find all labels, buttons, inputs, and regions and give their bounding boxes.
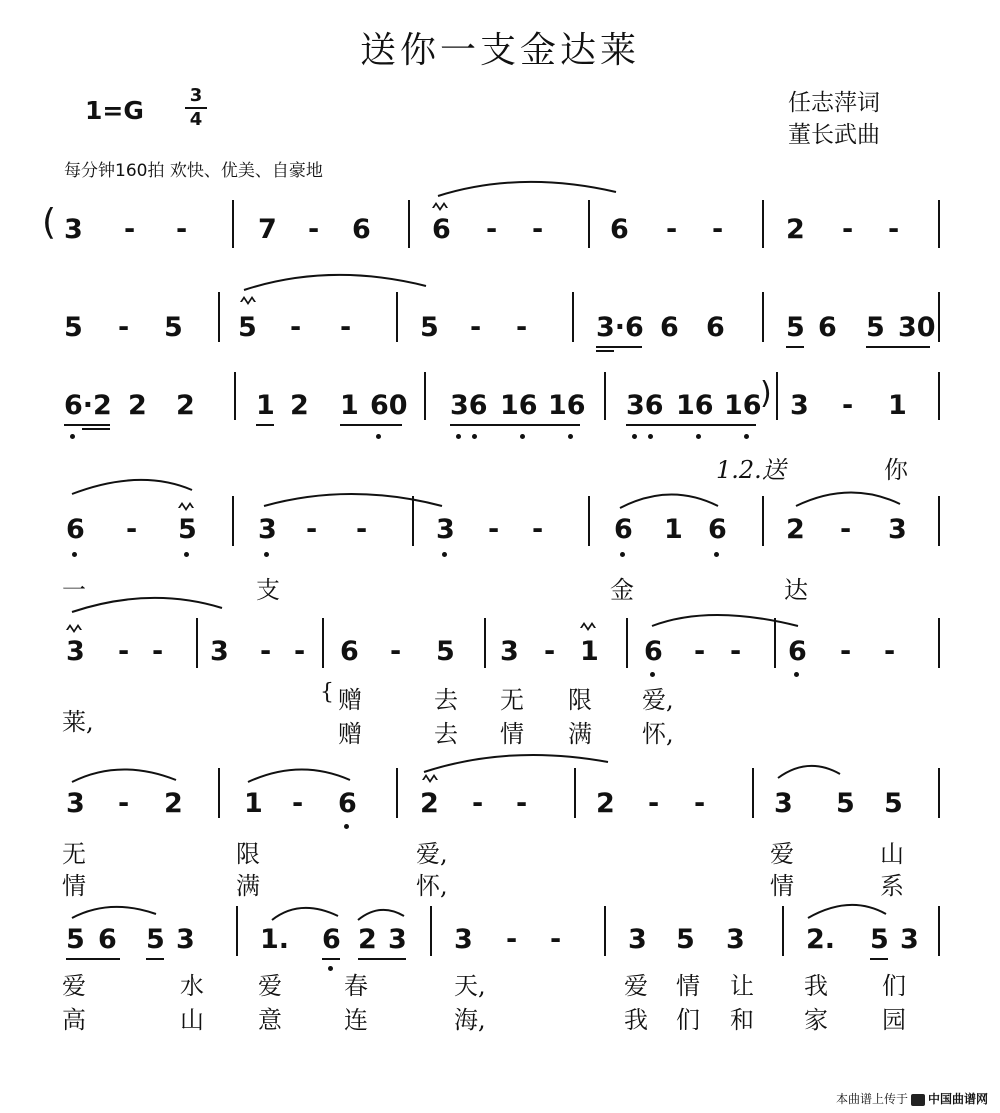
- note: 2.: [806, 924, 836, 955]
- note: 2: [290, 390, 309, 421]
- note: 2: [786, 514, 805, 545]
- note: 2: [596, 788, 615, 819]
- composer: 董长武曲: [788, 122, 880, 148]
- lyric: 限: [236, 840, 260, 868]
- note: -: [126, 514, 138, 545]
- lyric: 爱,: [642, 686, 674, 714]
- lyric: 爱: [258, 972, 282, 1000]
- note: 6: [98, 924, 117, 955]
- note: 3: [258, 514, 277, 545]
- note: 1.: [260, 924, 290, 955]
- tie-arc: [248, 769, 350, 782]
- note: 3: [774, 788, 793, 819]
- note: 16: [500, 390, 538, 421]
- tie-arc: [438, 182, 616, 196]
- note: 5: [866, 312, 885, 343]
- lyric: 家: [804, 1006, 828, 1034]
- note: 6: [610, 214, 629, 245]
- lyric: 满: [568, 720, 592, 748]
- lyric: 金: [610, 576, 634, 604]
- lyric: 情: [62, 872, 86, 900]
- note: -: [506, 924, 518, 955]
- time-sig-top: 3: [189, 85, 203, 106]
- tie-arc: [778, 766, 840, 778]
- note: -: [666, 214, 678, 245]
- tie-arc: [272, 908, 338, 920]
- note: -: [648, 788, 660, 819]
- lyric: 莱,: [62, 708, 94, 736]
- lyric: 系: [880, 872, 904, 900]
- note: 16: [676, 390, 714, 421]
- mordent-icon: [422, 774, 438, 783]
- note: 16: [724, 390, 762, 421]
- note: -: [840, 636, 852, 667]
- repeat-paren-open: (: [42, 202, 57, 243]
- note: -: [294, 636, 306, 667]
- note: 6: [340, 636, 359, 667]
- lyric: 赠: [338, 720, 362, 748]
- note: 60: [370, 390, 408, 421]
- tie-arc: [652, 615, 798, 626]
- tie-arc: [796, 492, 900, 506]
- note: 36: [626, 390, 664, 421]
- key-signature: 1=G: [85, 96, 144, 125]
- note: 3: [176, 924, 195, 955]
- lyric: 一: [62, 576, 86, 604]
- lyric: 怀,: [416, 872, 448, 900]
- note: 3: [64, 214, 83, 245]
- lyric: 我: [624, 1006, 648, 1034]
- tie-arc: [358, 910, 404, 920]
- footer-credit: [836, 1090, 988, 1107]
- note: -: [532, 514, 544, 545]
- note: 3: [628, 924, 647, 955]
- note: -: [842, 390, 854, 421]
- note: 5: [64, 312, 83, 343]
- note: 6: [788, 636, 807, 667]
- note: 3: [436, 514, 455, 545]
- lyric: 水: [180, 972, 204, 1000]
- note: 5: [884, 788, 903, 819]
- mordent-icon: [66, 624, 82, 633]
- note: -: [472, 788, 484, 819]
- lyricist: 任志萍词: [788, 90, 880, 116]
- note: -: [118, 636, 130, 667]
- tie-arc: [424, 755, 608, 772]
- note: -: [118, 788, 130, 819]
- note: 5: [238, 312, 257, 343]
- lyric: 爱: [624, 972, 648, 1000]
- lyric: 情: [770, 872, 794, 900]
- tie-arc: [72, 598, 222, 612]
- note: 3: [888, 514, 907, 545]
- lyric: 山: [180, 1006, 204, 1034]
- note: 5: [178, 514, 197, 545]
- note: 3: [726, 924, 745, 955]
- note: 2: [176, 390, 195, 421]
- note: 6: [660, 312, 679, 343]
- note: -: [840, 514, 852, 545]
- lyric: 情: [676, 972, 700, 1000]
- tie-arc: [72, 769, 176, 782]
- note: 5: [786, 312, 805, 343]
- volta-lyric: 1.2.送: [716, 456, 786, 484]
- mordent-icon: [240, 296, 256, 305]
- note: -: [486, 214, 498, 245]
- footer-text: 本曲谱上传于: [835, 1092, 908, 1106]
- note: 6: [432, 214, 451, 245]
- note: 5: [870, 924, 889, 955]
- note: 3: [66, 636, 85, 667]
- note: -: [694, 636, 706, 667]
- lyric: 山: [880, 840, 904, 868]
- note: 6: [66, 514, 85, 545]
- note: 2: [164, 788, 183, 819]
- note: 5: [164, 312, 183, 343]
- tie-arc: [808, 905, 886, 918]
- brace: {: [320, 680, 334, 705]
- note: -: [308, 214, 320, 245]
- lyric: 达: [784, 576, 808, 604]
- note: -: [306, 514, 318, 545]
- repeat-paren-close: ): [760, 376, 772, 411]
- note: 6: [708, 514, 727, 545]
- note: 5: [420, 312, 439, 343]
- lyric: 无: [500, 686, 524, 714]
- note: 3: [66, 788, 85, 819]
- lyric: 赠: [338, 686, 362, 714]
- note: 1: [340, 390, 359, 421]
- lyric: 支: [256, 576, 280, 604]
- mordent-icon: [432, 202, 448, 211]
- tie-arc: [264, 494, 442, 506]
- note: -: [550, 924, 562, 955]
- lyric: 满: [236, 872, 260, 900]
- note: -: [532, 214, 544, 245]
- note: 6: [322, 924, 341, 955]
- lyric: 让: [730, 972, 754, 1000]
- lyric: 连: [344, 1006, 368, 1034]
- note: 5: [676, 924, 695, 955]
- lyric: 限: [568, 686, 592, 714]
- note: 1: [256, 390, 275, 421]
- lyric: 园: [882, 1006, 906, 1034]
- lyric: 意: [258, 1006, 282, 1034]
- lyric: 天,: [454, 972, 486, 1000]
- note: -: [356, 514, 368, 545]
- tie-arc: [72, 480, 192, 494]
- note: -: [488, 514, 500, 545]
- note: -: [470, 312, 482, 343]
- note: 6: [644, 636, 663, 667]
- lyric: 情: [500, 720, 524, 748]
- note: -: [290, 312, 302, 343]
- note: 6: [818, 312, 837, 343]
- note: -: [390, 636, 402, 667]
- note: -: [884, 636, 896, 667]
- lyric: 爱,: [416, 840, 448, 868]
- note: -: [544, 636, 556, 667]
- note: 2: [128, 390, 147, 421]
- note: 3: [500, 636, 519, 667]
- note: 6: [338, 788, 357, 819]
- lyric: 你: [884, 456, 908, 484]
- tie-arc: [72, 907, 156, 918]
- note: -: [292, 788, 304, 819]
- note: 6: [352, 214, 371, 245]
- lyric: 去: [434, 686, 458, 714]
- note: 2: [358, 924, 377, 955]
- note: 30: [898, 312, 936, 343]
- note: 6·2: [64, 390, 112, 421]
- lyric: 春: [344, 972, 368, 1000]
- note: -: [124, 214, 136, 245]
- note: 3·6: [596, 312, 644, 343]
- mordent-icon: [178, 502, 194, 511]
- lyric: 怀,: [642, 720, 674, 748]
- note: -: [260, 636, 272, 667]
- time-sig-bottom: 4: [189, 109, 203, 130]
- note: 2: [420, 788, 439, 819]
- tie-arc: [620, 494, 718, 508]
- note: 2: [786, 214, 805, 245]
- note: 3: [900, 924, 919, 955]
- note: 3: [210, 636, 229, 667]
- note: -: [712, 214, 724, 245]
- note: -: [730, 636, 742, 667]
- note: -: [842, 214, 854, 245]
- note: 1: [580, 636, 599, 667]
- note: -: [516, 312, 528, 343]
- note: 36: [450, 390, 488, 421]
- note: -: [152, 636, 164, 667]
- lyric: 爱: [770, 840, 794, 868]
- note: 6: [614, 514, 633, 545]
- lyric: 无: [62, 840, 86, 868]
- lyric: 和: [730, 1006, 754, 1034]
- note: 16: [548, 390, 586, 421]
- note: -: [694, 788, 706, 819]
- note: 5: [146, 924, 165, 955]
- mordent-icon: [580, 622, 596, 631]
- footer-site: 中国曲谱网: [927, 1092, 988, 1106]
- lyric: 们: [882, 972, 906, 1000]
- note: 1: [888, 390, 907, 421]
- note: 3: [388, 924, 407, 955]
- note: -: [340, 312, 352, 343]
- note: 5: [66, 924, 85, 955]
- tempo-marking: 每分钟160拍 欢快、优美、自豪地: [64, 161, 323, 181]
- note: -: [888, 214, 900, 245]
- note: -: [516, 788, 528, 819]
- site-logo-icon: [911, 1094, 925, 1106]
- note: 3: [454, 924, 473, 955]
- lyric: 去: [434, 720, 458, 748]
- note: 5: [836, 788, 855, 819]
- tie-arc: [244, 275, 426, 290]
- lyric: 爱: [62, 972, 86, 1000]
- lyric: 高: [62, 1006, 86, 1034]
- note: 1: [244, 788, 263, 819]
- note: 5: [436, 636, 455, 667]
- note: -: [118, 312, 130, 343]
- note: -: [176, 214, 188, 245]
- note: 3: [790, 390, 809, 421]
- lyric: 我: [804, 972, 828, 1000]
- song-title: 送你一支金达莱: [359, 30, 640, 71]
- lyric: 们: [676, 1006, 700, 1034]
- note: 1: [664, 514, 683, 545]
- note: 6: [706, 312, 725, 343]
- lyric: 海,: [454, 1006, 486, 1034]
- note: 7: [258, 214, 277, 245]
